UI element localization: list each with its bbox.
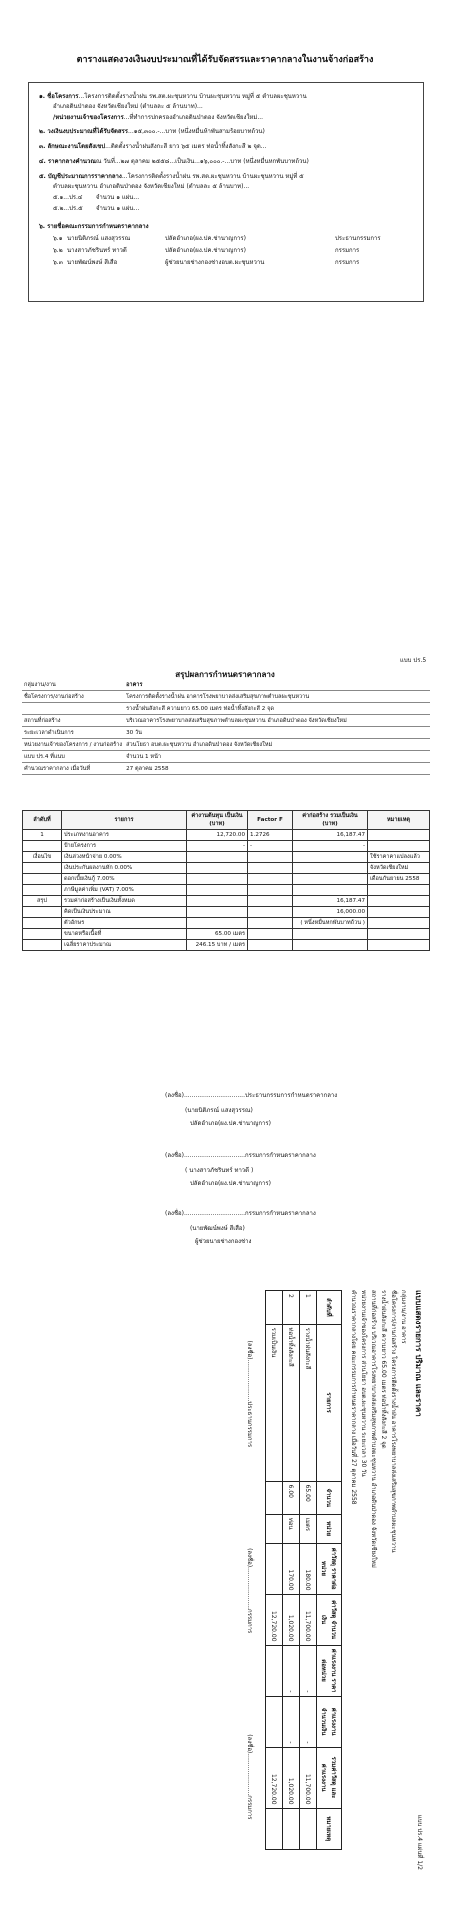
table-cell bbox=[187, 918, 248, 929]
table-cell bbox=[248, 863, 293, 874]
page3-signature: (ลงชื่อ)......................กรรมการ bbox=[246, 1548, 253, 1634]
p1-row-label: ๒. วงเงินงบประมาณที่ได้รับจัดสรร bbox=[39, 128, 129, 135]
table-cell: 12,720.00 bbox=[187, 830, 248, 841]
p1-row-text: จำนวน ๑ แผ่น... bbox=[95, 194, 140, 201]
table-cell: คิดเป็นเงินประมาณ bbox=[62, 907, 187, 918]
table-cell bbox=[23, 874, 62, 885]
p1-row-text: ตำบลผะชุนหวาน อำเภอดินป่าดอง จังหวัดเชียงใหม่ (ตำบลละ ๕ ล้านบาท)... bbox=[53, 183, 250, 190]
page3-signature: (ลงชื่อ)......................กรรมการ bbox=[246, 1734, 253, 1820]
table-cell bbox=[368, 940, 430, 951]
table-cell: 12,720.00 bbox=[266, 1747, 283, 1808]
table-cell: 1 bbox=[23, 830, 62, 841]
table-cell bbox=[368, 830, 430, 841]
table-cell: 1,020.00 bbox=[283, 1594, 300, 1645]
table-cell: - bbox=[187, 841, 248, 852]
table-cell: ป้ายโครงการ bbox=[62, 841, 187, 852]
table-row bbox=[23, 940, 430, 951]
table-cell: ภาษีมูลค่าเพิ่ม (VAT) 7.00% bbox=[62, 885, 187, 896]
table-row bbox=[23, 841, 430, 852]
page1-content-box bbox=[28, 82, 424, 302]
table-cell: ดอกเบี้ยเงินกู้ 7.00% bbox=[62, 874, 187, 885]
table-cell bbox=[187, 885, 248, 896]
signature-position: ผู้ช่วยนายช่างกองช่าง bbox=[195, 1238, 252, 1245]
p1-row-text: อำเภอดินป่าดอง จังหวัดเชียงใหม่ (ตำบลละ ๕ ล้านบาท)... bbox=[53, 103, 203, 110]
table-cell bbox=[368, 918, 430, 929]
table-cell bbox=[293, 863, 368, 874]
committee-row: ๖.๓ นายพัฒน์พงษ์ สีเสือ ผู้ช่วยนายช่างกองช่างอบต.ผะชุนหวาน กรรมการ bbox=[53, 259, 360, 266]
table-cell: 6.00 bbox=[283, 1481, 300, 1514]
table-cell bbox=[266, 1645, 283, 1696]
table-cell bbox=[23, 863, 62, 874]
table-cell bbox=[23, 841, 62, 852]
page1-title: ตารางแสดงวงเงินงบประมาณที่ได้รับจัดสรรและราคากลางในงานจ้างก่อสร้าง bbox=[76, 55, 374, 65]
table-cell: 65.00 เมตร bbox=[187, 929, 248, 940]
table-cell: รางน้ำฝนสังกะสี bbox=[300, 1324, 317, 1481]
signature-line: (ลงชื่อ)................................ประธานกรรมการกำหนดราคากลาง bbox=[165, 1092, 338, 1099]
table-cell bbox=[368, 929, 430, 940]
table-cell: - bbox=[293, 841, 368, 852]
table-row bbox=[23, 874, 430, 885]
table-cell: เฉลี่ยราคาประมาณ bbox=[62, 940, 187, 951]
table-row bbox=[23, 885, 430, 896]
table-cell: 16,187.47 bbox=[293, 896, 368, 907]
table-cell: 1 bbox=[300, 1291, 317, 1325]
table-cell: เมตร bbox=[300, 1514, 317, 1543]
table-cell: ขนาดหรือเนื้อที่ bbox=[62, 929, 187, 940]
table-cell bbox=[248, 940, 293, 951]
table-cell bbox=[266, 1696, 283, 1747]
table-cell: เงินประกันผลงานหัก 0.00% bbox=[62, 863, 187, 874]
table-cell bbox=[368, 896, 430, 907]
p1-row-text: ...ที่ทำการปกครองอำเภอดินป่าดอง จังหวัดเชียงใหม่... bbox=[123, 114, 264, 121]
table-cell bbox=[187, 874, 248, 885]
table-cell bbox=[283, 1808, 300, 1849]
table-cell bbox=[266, 1481, 283, 1514]
table-cell: 16,187.47 bbox=[293, 830, 368, 841]
signature-name: ( นางสาวภัชรินทร์ ทาวดี ) bbox=[185, 1167, 254, 1174]
table-cell: ท่อน bbox=[283, 1514, 300, 1543]
table-cell bbox=[300, 1808, 317, 1849]
p1-row-text: ...โครงการติดตั้งรางน้ำฝน รพ.สต.ผะชุนหวาน บ้านผะชุนหวาน หมู่ที่ ๕ ตำบลผะชุนหวาน bbox=[78, 93, 307, 100]
table-cell bbox=[187, 907, 248, 918]
table-cell bbox=[248, 918, 293, 929]
table-cell: 1,020.00 bbox=[283, 1747, 300, 1808]
table-cell: เงื่อนไข bbox=[23, 852, 62, 863]
table-cell: 170.00 bbox=[283, 1543, 300, 1594]
price-summary-table: ลำดับที่ รายการ ค่างานต้นทุน เป็นเงิน (บาท) Factor F ค่าก่อสร้าง รวมเป็นเงิน (บาท) หมายเหตุ 1 ประเภทงานอาคาร 12,720.00 1.2726 16,187.47 ป้ายโครงการ - - - เงื่อนไข เงินล่วงหน้าจ่าย 0.00% ใช้ราคาคาแปลงแล้ว เงินประกันผลงานหัก 0.00% จังหวัดเชียงใหม่ ดอกเบี้ยเงินกู้ 7.00% เดือนกันยายน 2558 ภาษีมูลค่าเพิ่ม (VAT) 7.00% สรุป รวมค่าก่อสร้างเป็นเงินทั้งหมด 16,187.47 คิดเป็นเงินประมาณ 16,000.00 ตัวอักษร ( หนึ่งหมื่นหกพันบาทถ้วน ) ขนาดหรือเนื้อที่ 65.00 เมตร เฉลี่ยราคาประมาณ 246.15 บาท / เมตร bbox=[22, 810, 430, 951]
committee-row: ๖.๑ นายนิติภรณ์ แสงสุวรรณ ปลัดอำเภอ(ผง.ปค.ช่านาญการ) ประธานกรรมการ bbox=[53, 235, 381, 242]
table-cell: 1.2726 bbox=[248, 830, 293, 841]
table-row bbox=[23, 929, 430, 940]
page3-signature: (ลงชื่อ)......................ประธานกรรมการ bbox=[246, 1340, 253, 1448]
table-cell bbox=[248, 852, 293, 863]
table-cell: 246.15 บาท / เมตร bbox=[187, 940, 248, 951]
table-row bbox=[23, 830, 430, 841]
signature-line: (ลงชื่อ)................................กรรมการกำหนดราคากลาง bbox=[165, 1152, 316, 1159]
table-row bbox=[266, 1291, 283, 1850]
p1-row-label: ๕.๒...ปร.๕ bbox=[53, 205, 83, 212]
signature-position: ปลัดอำเภอ(ผง.ปค.ช่านาญการ) bbox=[190, 1180, 271, 1187]
table-cell bbox=[266, 1514, 283, 1543]
table-cell bbox=[187, 852, 248, 863]
table-cell bbox=[23, 907, 62, 918]
signature-name: (นายพัฒน์พงษ์ สีเสือ) bbox=[190, 1225, 245, 1232]
project-info-table: กลุ่มงาน/งาน อาคาร ชื่อโครงการ/งานก่อสร้าง โครงการติดตั้งรางน้ำฝน อาคารโรงพยาบาลส่งเสริมสุขภาพตำบลผะชุนหวาน รางน้ำฝนสังกะสี ความยาว 65.00 เมตร ท่อน้ำทิ้งสังกะสี 2 จุด สถานที่ก่อสร้าง บริเวณอาคารโรงพยาบาลส่งเสริมสุขภาพตำบลผะชุนหวาน อำเภอดินป่าดอง จังหวัดเชียงใหม่ ระยะเวลาดำเนินการ 30 วัน หน่วยงานเจ้าของโครงการ / งานก่อสร้าง ส่วนโยธา อบต.ผะชุนหวาน อำเภอดินป่าดอง จังหวัดเชียงใหม่ แบบ ปร.4 ที่แนบ จำนวน 1 หน้า คำนวณราคากลาง เมื่อวันที่ 27 ตุลาคม 2558 bbox=[22, 679, 430, 775]
table-cell bbox=[23, 918, 62, 929]
table-cell bbox=[187, 863, 248, 874]
p1-row-text: จำนวน ๑ แผ่น... bbox=[95, 205, 140, 212]
table-cell: - bbox=[300, 1696, 317, 1747]
table-cell: - bbox=[248, 841, 293, 852]
table-cell: ประเภทงานอาคาร bbox=[62, 830, 187, 841]
table-cell bbox=[248, 907, 293, 918]
p1-row-label: ๖. รายชื่อคณะกรรมการกำหนดราคากลาง bbox=[39, 223, 149, 230]
table-cell bbox=[368, 907, 430, 918]
table-cell: รวมเป็นเงิน bbox=[266, 1324, 283, 1481]
table-cell bbox=[23, 929, 62, 940]
table-cell: ท่อน้ำทิ้งสังกะสี bbox=[283, 1324, 300, 1481]
table-cell: - bbox=[300, 1645, 317, 1696]
table-cell: 16,000.00 bbox=[293, 907, 368, 918]
table-cell: 11,700.00 bbox=[300, 1594, 317, 1645]
committee-row: ๖.๒ นางสาวภัชรินทร์ ทาวดี ปลัดอำเภอ(ผง.ปค.ช่านาญการ) กรรมการ bbox=[53, 247, 360, 254]
table-cell bbox=[266, 1291, 283, 1325]
p1-row-label: ๔. ราคากลางคำนวณ bbox=[39, 158, 96, 165]
p1-row-text: ...๑๕,๓๐๐.-...บาท (หนึ่งหมื่นห้าพันสามร้อยบาทถ้วน) bbox=[128, 128, 265, 135]
table-cell bbox=[248, 929, 293, 940]
table-cell: 65.00 bbox=[300, 1481, 317, 1514]
table-row bbox=[283, 1291, 300, 1850]
table-cell bbox=[266, 1808, 283, 1849]
p1-row-text: ...ติดตั้งรางน้ำฝนสังกะสี ยาว ๖๕ เมตร ท่อน้ำทิ้งสังกะสี ๒ จุด... bbox=[105, 143, 267, 150]
table-cell: รวมค่าก่อสร้างเป็นเงินทั้งหมด bbox=[62, 896, 187, 907]
table-cell: สรุป bbox=[23, 896, 62, 907]
table-cell bbox=[187, 896, 248, 907]
table-cell: 12,720.00 bbox=[266, 1594, 283, 1645]
table-cell bbox=[293, 874, 368, 885]
table-cell: ตัวอักษร bbox=[62, 918, 187, 929]
table-cell bbox=[23, 940, 62, 951]
signature-name: (นายนิติภรณ์ แสงสุวรรณ) bbox=[185, 1107, 253, 1114]
page3-title: แบบแสดงรายการ ปริมาณ และราคา bbox=[414, 1290, 423, 1417]
signature-line: (ลงชื่อ)................................กรรมการกำหนดราคากลาง bbox=[165, 1210, 316, 1217]
p1-row-label: ๕. บัญชีประมาณการราคากลาง bbox=[39, 173, 122, 180]
table-cell: ใช้ราคาคาแปลงแล้ว bbox=[368, 852, 430, 863]
page2-title: สรุปผลการกำหนดราคากลาง bbox=[175, 670, 275, 679]
table-row bbox=[300, 1291, 317, 1850]
table-cell bbox=[248, 885, 293, 896]
page3-info: กลุ่มงาน/งาน อาคาร ชื่อโครงการ/งานก่อสร้าง โครงการติดตั้งรางน้ำฝน อาคารโรงพยาบาลส่งเสริมสุขภาพตำบลผะชุนหวาน รางน้ำฝนสังกะสี ความยาว 65.00 เมตร ท่อน้ำทิ้งสังกะสี 2 จุด สถานที่ก่อสร้าง บริเวณอาคารโรงพยาบาลส่งเสริมสุขภาพตำบลผะชุนหวาน อำเภอดินป่าดอง จังหวัดเชียงใหม่ หน่วยงานเจ้าของโครงการ ส่วนโยธา อบต.ผะชุนหวาน ระยะเวลา 30 วัน คำนวณราคากลางโดย คณะกรรมการกำหนดราคากลาง เมื่อวันที่ 27 ตุลาคม 2558 bbox=[350, 1290, 407, 1568]
table-cell: - bbox=[283, 1696, 300, 1747]
signature-position: ปลัดอำเภอ(ผง.ปค.ช่านาญการ) bbox=[190, 1120, 271, 1127]
table-cell: 11,700.00 bbox=[300, 1747, 317, 1808]
table-row bbox=[23, 863, 430, 874]
page3-form-code: แบบ ปร.4 แผ่นที่ 1/2 bbox=[416, 1814, 423, 1870]
table-cell bbox=[23, 885, 62, 896]
table-cell bbox=[368, 841, 430, 852]
form-code: แบบ ปร.5 bbox=[400, 657, 427, 664]
table-cell: 180.00 bbox=[300, 1543, 317, 1594]
table-cell bbox=[293, 885, 368, 896]
quantities-table: ลำดับที่ รายการ จำนวน หน่วย ค่าวัสดุ ราคาต่อหน่วย ค่าวัสดุ จำนวนเงิน ค่าแรงงาน ราคาต่อหน่วย ค่าแรงงาน จำนวนเงิน รวมค่าวัสดุ และค่าแรงงาน หมายเหตุ 1 รางน้ำฝนสังกะสี 65.00 เมตร 180.00 11,700.00 - - 11,700.00 2 ท่อน้ำทิ้งสังกะสี 6.00 ท่อน 170.00 1,020.00 - - 1,020.00 รวมเป็นเงิน 12,720.00 12,720.00 bbox=[265, 1290, 342, 1850]
p1-row-text: ...โครงการติดตั้งรางน้ำฝน รพ.สต.ผะชุนหวาน บ้านผะชุนหวาน หมู่ที่ ๕ bbox=[121, 173, 304, 180]
table-row bbox=[23, 896, 430, 907]
table-cell bbox=[248, 874, 293, 885]
table-row bbox=[23, 852, 430, 863]
table-cell bbox=[293, 929, 368, 940]
table-cell: จังหวัดเชียงใหม่ bbox=[368, 863, 430, 874]
table-cell bbox=[293, 852, 368, 863]
table-row bbox=[23, 918, 430, 929]
table-cell: - bbox=[283, 1645, 300, 1696]
p1-row-text: ณ วันที่...๒๗ ตุลาคม ๒๕๕๘...เป็นเงิน...๑๖,๐๐๐.-...บาท (หนึ่งหมื่นหกพันบาทถ้วน) bbox=[95, 158, 309, 165]
p1-row-label: ๓. ลักษณะงานโดยสังเขป bbox=[39, 143, 106, 150]
table-cell bbox=[248, 896, 293, 907]
table-cell: เงินล่วงหน้าจ่าย 0.00% bbox=[62, 852, 187, 863]
table-cell: ( หนึ่งหมื่นหกพันบาทถ้วน ) bbox=[293, 918, 368, 929]
table-cell: เดือนกันยายน 2558 bbox=[368, 874, 430, 885]
p1-row-label: ๕.๑...ปร.๔ bbox=[53, 194, 83, 201]
table-cell bbox=[293, 940, 368, 951]
p1-row-label: /หน่วยงานเจ้าของโครงการ bbox=[53, 114, 124, 121]
table-row bbox=[23, 907, 430, 918]
p1-row-label: ๑. ชื่อโครงการ bbox=[39, 93, 79, 100]
table-cell: 2 bbox=[283, 1291, 300, 1325]
table-cell bbox=[368, 885, 430, 896]
rotated-bill-of-quantities-page bbox=[15, 1280, 435, 1880]
table-cell bbox=[266, 1543, 283, 1594]
